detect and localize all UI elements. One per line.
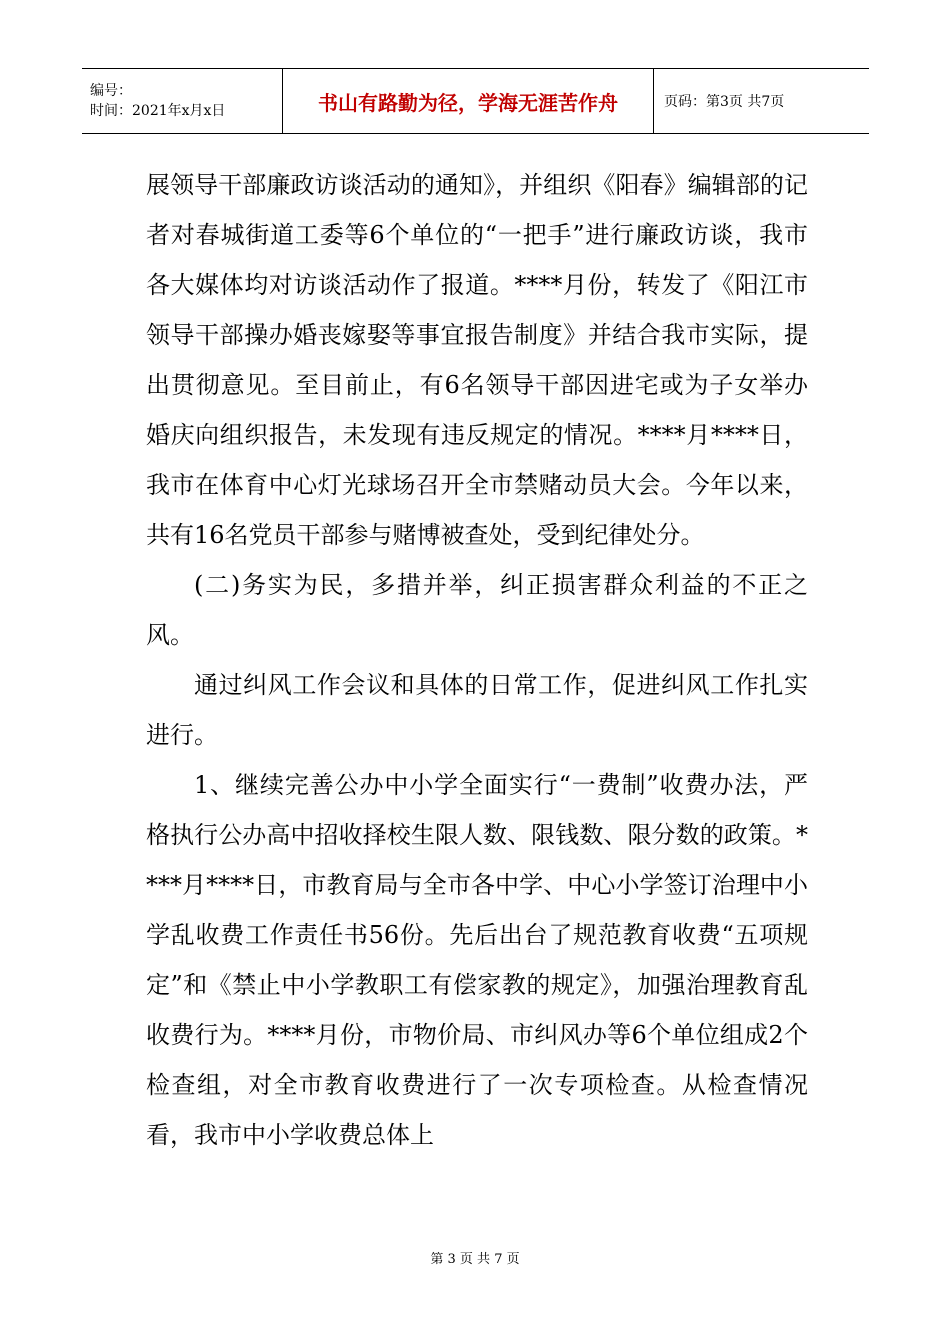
paragraph-continued: 展领导干部廉政访谈活动的通知》，并组织《阳春》编辑部的记者对春城街道工委等6个单位的“一把手”进行廉政访谈，我市各大媒体均对访谈活动作了报道。****月份，转发了《阳江市领导干部操办婚丧嫁娶等事宜报告制度》并结合我市实际，提出贯彻意见。至目前止，有6名领导干部因进宅或为子女举办婚庆向组织报告，未发现有违反规定的情况。****月****日，我市在体育中心灯光球场召开全市禁赌动员大会。今年以来，共有16名党员干部参与赌博被查处，受到纪律处分。: [146, 171, 808, 549]
page-header: [82, 68, 869, 134]
header-page-info: 页码：第3页 共7页: [664, 94, 785, 110]
header-motto-cell: [282, 69, 654, 133]
document-time-label: 时间：2021年x月x日: [90, 103, 226, 119]
header-motto: 书山有路勤为径，学海无涯苦作舟: [318, 90, 618, 115]
header-meta: [82, 69, 282, 133]
paragraph: 通过纠风工作会议和具体的日常工作，促进纠风工作扎实进行。: [146, 671, 808, 749]
document-number-label: 编号：: [90, 83, 132, 99]
page-footer: 第 3 页 共 7 页: [430, 1252, 520, 1267]
section-heading: (二)务实为民，多措并举，纠正损害群众利益的不正之风。: [146, 571, 808, 649]
document-body: [146, 160, 808, 1160]
paragraph: 1、继续完善公办中小学全面实行“一费制”收费办法，严格执行公办高中招收择校生限人数、限钱数、限分数的政策。****月****日，市教育局与全市各中学、中心小学签订治理中小学乱收费工作责任书56份。先后出台了规范教育收费“五项规定”和《禁止中小学教职工有偿家教的规定》，加强治理教育乱收费行为。****月份，市物价局、市纠风办等6个单位组成2个检查组，对全市教育收费进行了一次专项检查。从检查情况看，我市中小学收费总体上: [146, 771, 808, 1149]
